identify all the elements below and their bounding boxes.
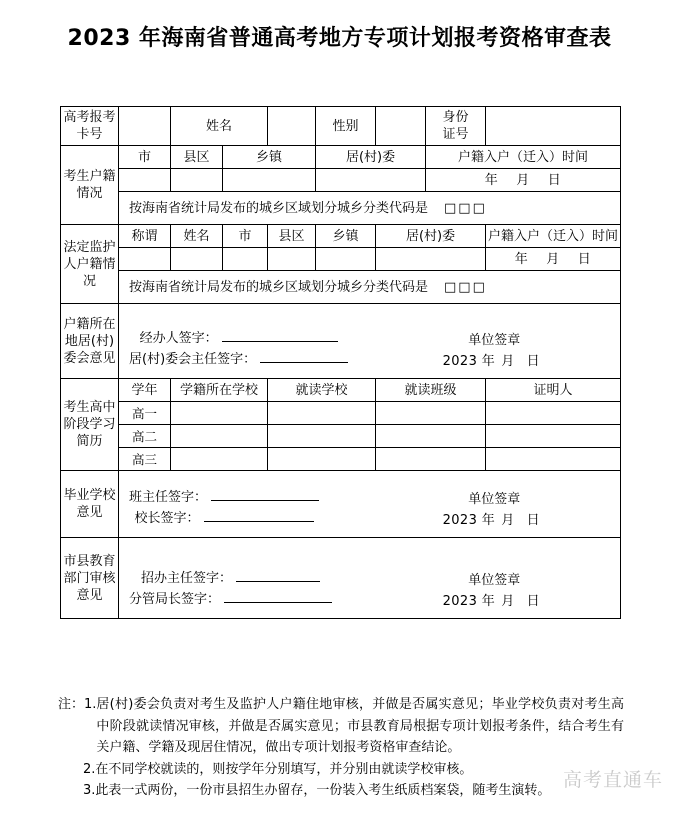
watermark-logo: 高考直通车 (562, 769, 663, 791)
field-guardian-county[interactable] (268, 248, 316, 271)
village-stamp-year: 2023 年 (442, 354, 496, 369)
note-2-text: 在不同学校就读的，则按学年分别填写，并分别由就读学校审核。 (95, 761, 473, 777)
field-grade2-attending-school[interactable] (268, 425, 376, 448)
label-id-card-no-line1: 身份 (442, 110, 469, 125)
label-candidate-gender: 性别 (316, 107, 376, 146)
table-row-high-school-grade3 (61, 448, 621, 471)
field-grade2-class[interactable] (376, 425, 486, 448)
table-row-candidate-hukou-headers (61, 146, 621, 169)
bureau-stamp-day: 日 (526, 594, 541, 609)
education-bureau-stamp-date[interactable] (443, 591, 546, 612)
table-row-guardian-hukou-headers (61, 225, 621, 248)
table-row-village-committee-opinion (61, 304, 621, 379)
label-graduating-school-opinion: 毕业学校意见 (61, 471, 119, 538)
candidate-date-month: 月 (516, 172, 530, 188)
head-teacher-signature-line (129, 487, 319, 508)
table-row-candidate-identity (61, 107, 621, 146)
candidate-date-year: 年 (484, 172, 499, 188)
deputy-bureau-chief-signature-field[interactable] (224, 589, 332, 603)
header-candidate-village: 居(村)委 (316, 146, 426, 169)
school-stamp-month: 月 (501, 513, 515, 528)
label-high-school-history-section: 考生高中阶段学习简历 (61, 379, 119, 471)
village-handler-signature-field[interactable] (222, 328, 338, 342)
village-handler-signature-line (129, 328, 348, 349)
header-guardian-hukou-date: 户籍入户（迁入）时间 (486, 225, 621, 248)
form-notes (58, 694, 624, 802)
header-guardian-town: 乡镇 (316, 225, 376, 248)
field-candidate-city[interactable] (119, 169, 171, 192)
header-witness: 证明人 (486, 379, 621, 402)
graduating-school-opinion-area (119, 471, 621, 538)
graduating-school-stamp-date[interactable] (443, 510, 546, 531)
label-exam-card-no: 高考报考卡号 (61, 107, 119, 146)
bureau-stamp-year: 2023 年 (442, 594, 496, 609)
graduating-school-stamp-label: 单位签章 (468, 492, 521, 507)
table-row-education-bureau-opinion (61, 538, 621, 619)
principal-signature-line (129, 508, 319, 529)
field-grade1-year: 高一 (119, 402, 171, 425)
table-row-high-school-headers (61, 379, 621, 402)
village-committee-stamp-block (443, 330, 546, 372)
label-id-card-no-line2: 证号 (442, 127, 469, 142)
field-candidate-town[interactable] (223, 169, 316, 192)
village-stamp-month: 月 (501, 354, 515, 369)
header-candidate-town: 乡镇 (223, 146, 316, 169)
header-registered-school: 学籍所在学校 (171, 379, 268, 402)
field-grade3-year: 高三 (119, 448, 171, 471)
school-stamp-year: 2023 年 (442, 513, 496, 528)
candidate-urban-rural-code-boxes[interactable]: □□□ (444, 200, 487, 216)
head-teacher-signature-label: 班主任签字： (129, 490, 208, 505)
field-grade1-class[interactable] (376, 402, 486, 425)
header-candidate-city: 市 (119, 146, 171, 169)
note-1-number: 1. (84, 697, 97, 712)
field-grade3-class[interactable] (376, 448, 486, 471)
education-bureau-stamp-label: 单位签章 (468, 573, 521, 588)
table-row-graduating-school-opinion (61, 471, 621, 538)
bureau-stamp-month: 月 (501, 594, 515, 609)
field-candidate-county[interactable] (171, 169, 223, 192)
note-item-3 (58, 780, 624, 802)
header-guardian-relation: 称谓 (119, 225, 171, 248)
header-attending-class: 就读班级 (376, 379, 486, 402)
field-candidate-village[interactable] (316, 169, 426, 192)
admissions-director-signature-label: 招办主任签字： (141, 571, 233, 586)
school-stamp-day: 日 (526, 513, 541, 528)
field-guardian-relation[interactable] (119, 248, 171, 271)
principal-signature-field[interactable] (204, 508, 314, 522)
field-grade2-registered-school[interactable] (171, 425, 268, 448)
label-education-bureau-opinion: 市县教育部门审核意见 (61, 538, 119, 619)
admissions-director-signature-field[interactable] (236, 568, 320, 582)
header-guardian-city: 市 (223, 225, 268, 248)
field-grade2-year: 高二 (119, 425, 171, 448)
guardian-urban-rural-code-boxes[interactable]: □□□ (444, 279, 487, 295)
field-grade1-attending-school[interactable] (268, 402, 376, 425)
guardian-date-month: 月 (546, 251, 560, 267)
village-stamp-day: 日 (526, 354, 541, 369)
note-2-number: 2. (83, 761, 96, 777)
header-guardian-village: 居(村)委 (376, 225, 486, 248)
admissions-director-signature-line (129, 568, 332, 589)
field-guardian-hukou-date[interactable] (486, 248, 621, 271)
village-handler-signature-label: 经办人签字： (139, 331, 218, 346)
label-guardian-hukou-section: 法定监护人户籍情况 (61, 225, 119, 304)
field-guardian-village[interactable] (376, 248, 486, 271)
table-row-candidate-hukou-values (61, 169, 621, 192)
field-grade3-registered-school[interactable] (171, 448, 268, 471)
deputy-bureau-chief-signature-label: 分管局长签字： (129, 592, 221, 607)
village-committee-stamp-label: 单位签章 (468, 333, 521, 348)
field-candidate-hukou-date[interactable] (426, 169, 621, 192)
note-item-1 (58, 694, 624, 759)
education-bureau-stamp-block (443, 570, 546, 612)
guardian-date-year: 年 (514, 251, 529, 267)
label-id-card-no (426, 107, 486, 146)
village-director-signature-field[interactable] (260, 349, 348, 363)
note-1-text: 居(村)委会负责对考生及监护人户籍住地审核，并做是否属实意见；毕业学校负责对考生高中阶段就读情况审核，并做是否属实意见；市县教育局根据专项计划报考条件，结合考生有关户籍、学籍及现居住情况，做出专项计划报考资格审查结论。 (96, 697, 624, 755)
qualification-review-form (60, 106, 621, 619)
field-guardian-name[interactable] (171, 248, 223, 271)
village-committee-opinion-area (119, 304, 621, 379)
field-guardian-town[interactable] (316, 248, 376, 271)
village-committee-stamp-date[interactable] (443, 351, 546, 372)
field-grade1-witness[interactable] (486, 402, 621, 425)
field-grade2-witness[interactable] (486, 425, 621, 448)
header-school-year: 学年 (119, 379, 171, 402)
notes-prefix: 注： (58, 697, 85, 712)
field-candidate-name[interactable] (268, 107, 316, 146)
label-candidate-hukou-section: 考生户籍情况 (61, 146, 119, 225)
deputy-bureau-chief-signature-line (129, 589, 332, 610)
village-director-signature-label: 居(村)委会主任签字： (129, 352, 257, 367)
guardian-urban-rural-code-text: 按海南省统计局发布的城乡区域划分城乡分类代码是 (129, 279, 429, 295)
guardian-urban-rural-code-note (119, 271, 621, 304)
table-row-candidate-statistic-note (61, 192, 621, 225)
principal-signature-label: 校长签字： (134, 511, 200, 526)
field-grade3-witness[interactable] (486, 448, 621, 471)
field-guardian-city[interactable] (223, 248, 268, 271)
field-id-card-no[interactable] (486, 107, 621, 146)
field-candidate-gender[interactable] (376, 107, 426, 146)
table-row-guardian-statistic-note (61, 271, 621, 304)
head-teacher-signature-field[interactable] (211, 487, 319, 501)
candidate-urban-rural-code-note (119, 192, 621, 225)
village-director-signature-line (129, 349, 348, 370)
header-attending-school: 就读学校 (268, 379, 376, 402)
guardian-date-day: 日 (577, 251, 592, 267)
label-village-committee-opinion: 户籍所在地居(村)委会意见 (61, 304, 119, 379)
note-item-2 (58, 759, 624, 781)
note-3-text: 此表一式两份，一份市县招生办留存，一份装入考生纸质档案袋，随考生演转。 (95, 783, 551, 798)
header-candidate-hukou-date: 户籍入户（迁入）时间 (426, 146, 621, 169)
field-grade1-registered-school[interactable] (171, 402, 268, 425)
field-grade3-attending-school[interactable] (268, 448, 376, 471)
table-row-guardian-hukou-values (61, 248, 621, 271)
candidate-urban-rural-code-text: 按海南省统计局发布的城乡区域划分城乡分类代码是 (129, 200, 429, 216)
education-bureau-opinion-area (119, 538, 621, 619)
header-guardian-name: 姓名 (171, 225, 223, 248)
label-candidate-name: 姓名 (171, 107, 268, 146)
page-title: 2023 年海南省普通高考地方专项计划报考资格审查表 (67, 26, 612, 51)
note-3-number: 3. (83, 783, 96, 798)
header-candidate-county: 县区 (171, 146, 223, 169)
table-row-high-school-grade1 (61, 402, 621, 425)
field-exam-card-no[interactable] (119, 107, 171, 146)
table-row-high-school-grade2 (61, 425, 621, 448)
header-guardian-county: 县区 (268, 225, 316, 248)
candidate-date-day: 日 (547, 172, 562, 188)
graduating-school-stamp-block (443, 489, 546, 531)
